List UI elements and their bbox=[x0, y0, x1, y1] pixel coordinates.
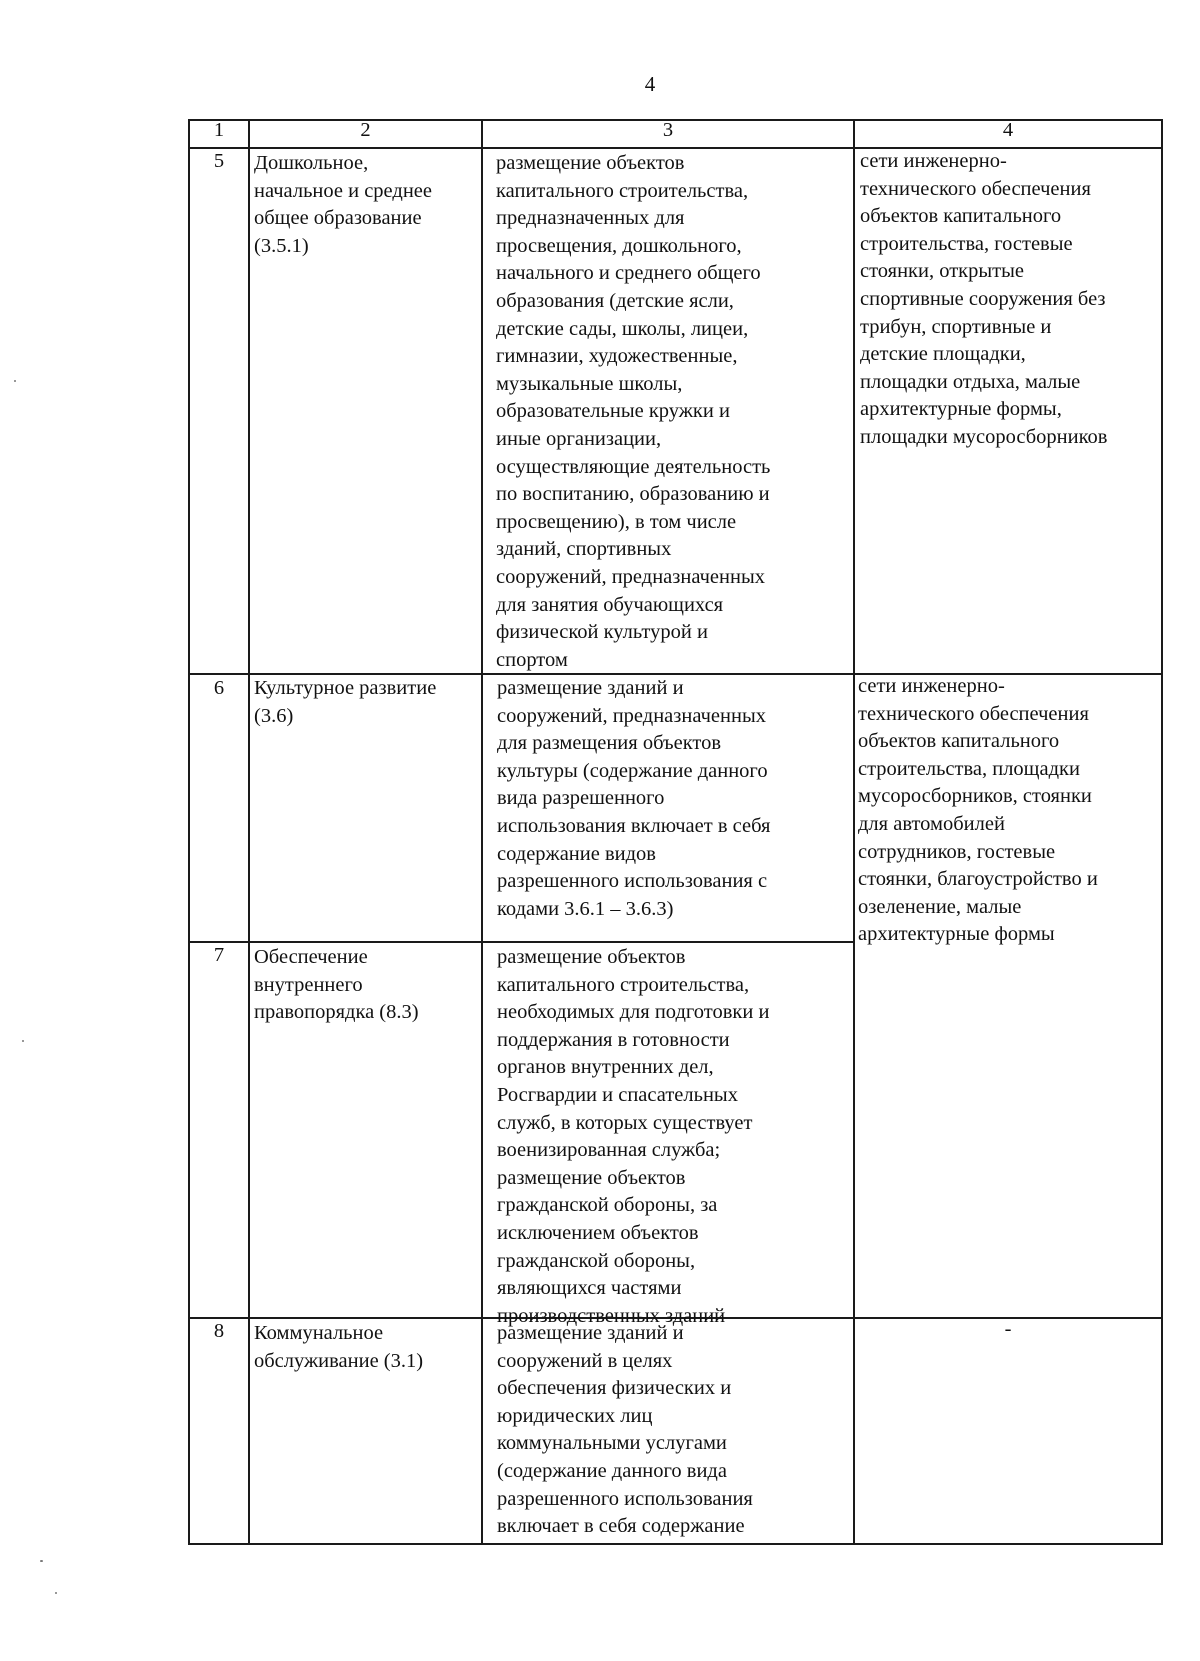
header-col-2: 2 bbox=[360, 119, 371, 141]
row-6-name: Культурное развитие (3.6) bbox=[254, 677, 437, 727]
row-6-description: размещение зданий и сооружений, предназначенных для размещения объектов культуры (содержание данного вида разрешенного использования включает в себя содержание видов разрешенного использования с кодами 3.6.1 – 3.6.3) bbox=[497, 677, 771, 920]
header-col-4: 4 bbox=[1002, 119, 1014, 141]
header-col-1: 1 bbox=[213, 119, 225, 141]
column-2-divider bbox=[481, 119, 483, 1544]
header-col-3: 3 bbox=[662, 119, 674, 141]
row-6-bottom-border bbox=[188, 941, 854, 943]
scan-speck bbox=[22, 1040, 24, 1042]
row-8-description: размещение зданий и сооружений в целях обеспечения физических и юридических лиц коммунальными услугами (содержание данного вида разрешенного использования включает в себя содержание bbox=[497, 1322, 753, 1538]
row-5-name: Дошкольное, начальное и среднее общее образование (3.5.1) bbox=[254, 152, 432, 257]
row-6-auxiliary: сети инженерно- технического обеспечения объектов капитального строительства, площадки мусоросборников, стоянки для автомобилей сотрудников, гостевые стоянки, благоустройство и озеленение, малые архитектурные формы bbox=[858, 675, 1098, 946]
row-8-name: Коммунальное обслуживание (3.1) bbox=[254, 1322, 424, 1372]
row-5-number: 5 bbox=[213, 150, 225, 172]
scan-speck bbox=[14, 380, 16, 382]
page-number: 4 bbox=[644, 72, 656, 96]
scan-speck bbox=[55, 1592, 57, 1594]
table-right-border bbox=[1161, 119, 1163, 1544]
row-7-name: Обеспечение внутреннего правопорядка (8.3) bbox=[254, 946, 419, 1024]
row-6-number: 6 bbox=[213, 677, 225, 699]
row-5-description: размещение объектов капитального строительства, предназначенных для просвещения, дошкольного, начального и среднего общего образования (детские ясли, детские сады, школы, лицеи, гимназии, художественные, музыкальные школы, образовательные кружки и иные организации, осуществляющие деятельность по воспитанию, образованию и просвещению), в том числе зданий, спортивных сооружений, предназначенных для занятия обучающихся физической культурой и спортом bbox=[496, 152, 771, 671]
scan-speck bbox=[40, 1560, 43, 1562]
table-bottom-border bbox=[188, 1543, 1163, 1545]
row-5-auxiliary: сети инженерно- технического обеспечения объектов капитального строительства, гостевые стоянки, открытые спортивные сооружения без трибун, спортивные и детские площадки, площадки отдыха, малые архитектурные формы, площадки мусоросборников bbox=[860, 150, 1108, 448]
row-7-number: 7 bbox=[213, 944, 225, 966]
row-8-number: 8 bbox=[213, 1320, 225, 1342]
land-use-table bbox=[188, 119, 1163, 1544]
row-8-auxiliary: - bbox=[1004, 1318, 1012, 1340]
column-1-divider bbox=[248, 119, 250, 1544]
row-7-description: размещение объектов капитального строительства, необходимых для подготовки и поддержания в готовности органов внутренних дел, Росгвардии и спасательных служб, в которых существует военизированная служба; размещение объектов гражданской обороны, за исключением объектов гражданской обороны, являющихся частями производственных зданий bbox=[497, 946, 770, 1327]
